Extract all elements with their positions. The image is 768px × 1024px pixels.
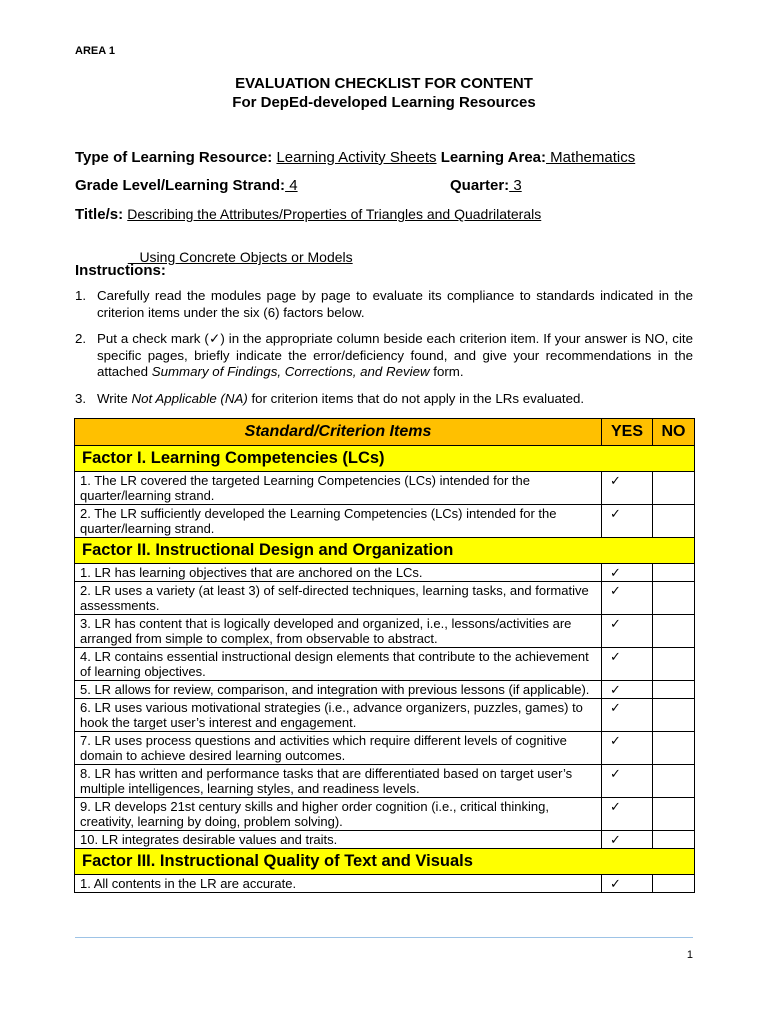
header-criterion-items: Standard/Criterion Items (75, 419, 602, 446)
factor-title: Factor I. Learning Competencies (LCs) (75, 446, 695, 472)
footer-divider (75, 937, 693, 938)
criterion-row (75, 699, 695, 732)
page-number: 1 (686, 949, 693, 961)
criterion-text: 1. The LR covered the targeted Learning Competencies (LCs) intended for the quarter/learning strand. (75, 472, 602, 505)
no-cell[interactable] (653, 505, 695, 538)
yes-cell[interactable]: ✓ (602, 681, 653, 699)
criterion-text: 1. LR has learning objectives that are anchored on the LCs. (75, 564, 602, 582)
criterion-text: 5. LR allows for review, comparison, and integration with previous lessons (if applicable). (75, 681, 602, 699)
yes-cell[interactable]: ✓ (602, 798, 653, 831)
yes-cell[interactable]: ✓ (602, 875, 653, 893)
no-cell[interactable] (653, 875, 695, 893)
yes-cell[interactable]: ✓ (602, 699, 653, 732)
no-cell[interactable] (653, 765, 695, 798)
yes-cell[interactable]: ✓ (602, 564, 653, 582)
factor-row-2 (75, 538, 695, 564)
quarter-value: 3 (509, 177, 522, 194)
title-label: Title/s: (75, 206, 124, 223)
yes-cell[interactable]: ✓ (602, 472, 653, 505)
type-value: Learning Activity Sheets (276, 149, 437, 166)
criterion-text: 9. LR develops 21st century skills and higher order cognition (i.e., critical thinking, creativity, learning by doing, problem solving). (75, 798, 602, 831)
grade-value: 4 (285, 177, 298, 194)
no-cell[interactable] (653, 615, 695, 648)
yes-cell[interactable]: ✓ (602, 831, 653, 849)
summary-form-name: Summary of Findings, Corrections, and Review (151, 364, 430, 379)
factor-row-1 (75, 446, 695, 472)
factor-title: Factor II. Instructional Design and Organization (75, 538, 695, 564)
document-subtitle: For DepEd-developed Learning Resources (232, 94, 536, 111)
quarter-row (450, 177, 522, 194)
no-cell[interactable] (653, 681, 695, 699)
title-value-line2: Using Concrete Objects or Models (127, 249, 353, 265)
factor-row-3 (75, 849, 695, 875)
instructions-heading: Instructions: (75, 262, 166, 279)
instruction-2 (75, 331, 693, 381)
no-cell[interactable] (653, 564, 695, 582)
criterion-text: 3. LR has content that is logically developed and organized, i.e., lessons/activities are arranged from simple to complex, from observable to abstract. (75, 615, 602, 648)
learning-area-value: Mathematics (546, 149, 636, 166)
header-no: NO (653, 419, 695, 446)
grade-label: Grade Level/Learning Strand: (75, 177, 286, 194)
yes-cell[interactable]: ✓ (602, 505, 653, 538)
criterion-text: 4. LR contains essential instructional design elements that contribute to the achievement of learning objectives. (75, 648, 602, 681)
yes-cell[interactable]: ✓ (602, 648, 653, 681)
instruction-1 (75, 288, 693, 321)
no-cell[interactable] (653, 699, 695, 732)
yes-cell[interactable]: ✓ (602, 732, 653, 765)
criterion-text: 7. LR uses process questions and activities which require different levels of cognitive domain to achieve desired learning outcomes. (75, 732, 602, 765)
criterion-row (75, 732, 695, 765)
criterion-text: 6. LR uses various motivational strategies (i.e., advance organizers, puzzles, games) to hook the target user’s interest and engagement. (75, 699, 602, 732)
criterion-row (75, 681, 695, 699)
criterion-text: 2. The LR sufficiently developed the Learning Competencies (LCs) intended for the quarter/learning strand. (75, 505, 602, 538)
checklist-table (74, 418, 695, 893)
instruction-number: 3. (75, 391, 87, 406)
criterion-text: 1. All contents in the LR are accurate. (75, 875, 602, 893)
criterion-text: 10. LR integrates desirable values and traits. (75, 831, 602, 849)
criterion-text: 2. LR uses a variety (at least 3) of self-directed techniques, learning tasks, and formative assessments. (75, 582, 602, 615)
yes-cell[interactable]: ✓ (602, 765, 653, 798)
yes-cell[interactable]: ✓ (602, 615, 653, 648)
type-label: Type of Learning Resource: (75, 149, 273, 166)
no-cell[interactable] (653, 472, 695, 505)
criterion-row (75, 582, 695, 615)
learning-area-label: Learning Area: (440, 149, 547, 166)
instruction-number: 1. (75, 288, 87, 303)
title-row (75, 206, 541, 223)
factor2-items (75, 564, 695, 849)
title-value-line2-row (120, 233, 353, 265)
instruction-number: 2. (75, 331, 87, 346)
instruction-text: Write Not Applicable (NA) for criterion items that do not apply in the LRs evaluated. (97, 391, 585, 406)
no-cell[interactable] (653, 648, 695, 681)
criterion-row (75, 798, 695, 831)
yes-cell[interactable]: ✓ (602, 582, 653, 615)
no-cell[interactable] (653, 732, 695, 765)
na-term: Not Applicable (NA) (131, 391, 248, 406)
criterion-row (75, 615, 695, 648)
criterion-row (75, 564, 695, 582)
no-cell[interactable] (653, 798, 695, 831)
instruction-3 (75, 391, 693, 408)
instruction-text: Put a check mark (✓) in the appropriate column beside each criterion item. If your answer is NO, cite specific pages, briefly indicate the error/deficiency found, and give your recommendations in the attached Summary of Findings, Corrections, and Review form. (97, 331, 693, 379)
criterion-row (75, 875, 695, 893)
title-value-line1: Describing the Attributes/Properties of Triangles and Quadrilaterals (127, 206, 542, 222)
criterion-row (75, 472, 695, 505)
criterion-row (75, 831, 695, 849)
grade-row (75, 177, 298, 194)
instruction-text: Carefully read the modules page by page to evaluate its compliance to standards indicated in the criterion items under the six (6) factors below. (97, 288, 693, 320)
factor1-items (75, 472, 695, 538)
resource-type-row (75, 149, 635, 166)
table-header-row (75, 419, 695, 446)
criterion-row (75, 505, 695, 538)
quarter-label: Quarter: (450, 177, 510, 194)
area-label: AREA 1 (75, 45, 115, 57)
document-title: EVALUATION CHECKLIST FOR CONTENT (235, 75, 533, 92)
factor3-items (75, 875, 695, 893)
factor-title: Factor III. Instructional Quality of Text and Visuals (75, 849, 695, 875)
criterion-text: 8. LR has written and performance tasks that are differentiated based on target user’s multiple intelligences, learning styles, and readiness levels. (75, 765, 602, 798)
header-yes: YES (602, 419, 653, 446)
no-cell[interactable] (653, 831, 695, 849)
no-cell[interactable] (653, 582, 695, 615)
criterion-row (75, 765, 695, 798)
criterion-row (75, 648, 695, 681)
